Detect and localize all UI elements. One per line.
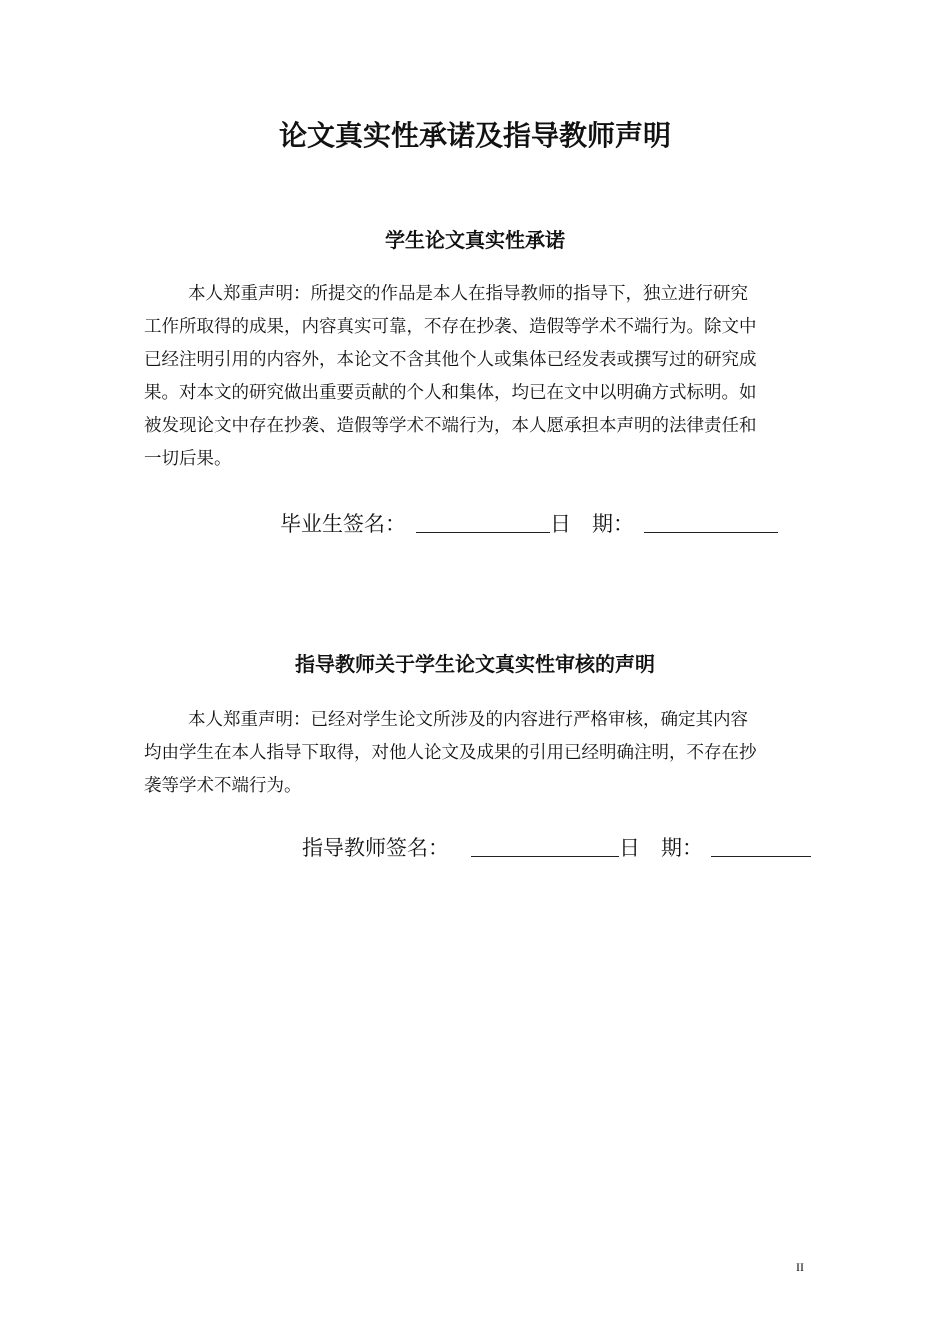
page-number: II [796, 1260, 804, 1274]
advisor-signature-row [302, 832, 811, 862]
paragraph-line: 袭等学术不端行为。 [144, 776, 302, 796]
page-title: 论文真实性承诺及指导教师声明 [278, 119, 671, 152]
student-date-label: 日 期： [550, 512, 634, 536]
student-signature-row [280, 508, 778, 538]
advisor-date-label: 日 期： [619, 836, 703, 860]
advisor-declaration-text [144, 704, 808, 803]
student-date-field[interactable] [644, 531, 778, 533]
advisor-signature-field[interactable] [471, 855, 619, 857]
paragraph-line: 工作所取得的成果，内容真实可靠，不存在抄袭、造假等学术不端行为。除文中 [144, 317, 757, 337]
paragraph-line: 果。对本文的研究做出重要贡献的个人和集体，均已在文中以明确方式标明。如 [144, 383, 757, 403]
advisor-section-heading: 指导教师关于学生论文真实性审核的声明 [295, 652, 655, 676]
student-section-heading: 学生论文真实性承诺 [385, 228, 565, 252]
paragraph-line: 本人郑重声明：所提交的作品是本人在指导教师的指导下，独立进行研究 [188, 284, 748, 304]
student-declaration-text [144, 278, 808, 476]
paragraph-line: 本人郑重声明：已经对学生论文所涉及的内容进行严格审核，确定其内容 [188, 710, 748, 730]
paragraph-line: 已经注明引用的内容外，本论文不含其他个人或集体已经发表或撰写过的研究成 [144, 350, 757, 370]
advisor-date-field[interactable] [711, 855, 811, 857]
paragraph-line: 均由学生在本人指导下取得，对他人论文及成果的引用已经明确注明，不存在抄 [144, 743, 757, 763]
paragraph-line: 一切后果。 [144, 449, 232, 469]
paragraph-line: 被发现论文中存在抄袭、造假等学术不端行为，本人愿承担本声明的法律责任和 [144, 416, 757, 436]
advisor-signature-label: 指导教师签名： [302, 836, 449, 860]
student-signature-field[interactable] [416, 531, 550, 533]
student-signature-label: 毕业生签名： [280, 512, 406, 536]
